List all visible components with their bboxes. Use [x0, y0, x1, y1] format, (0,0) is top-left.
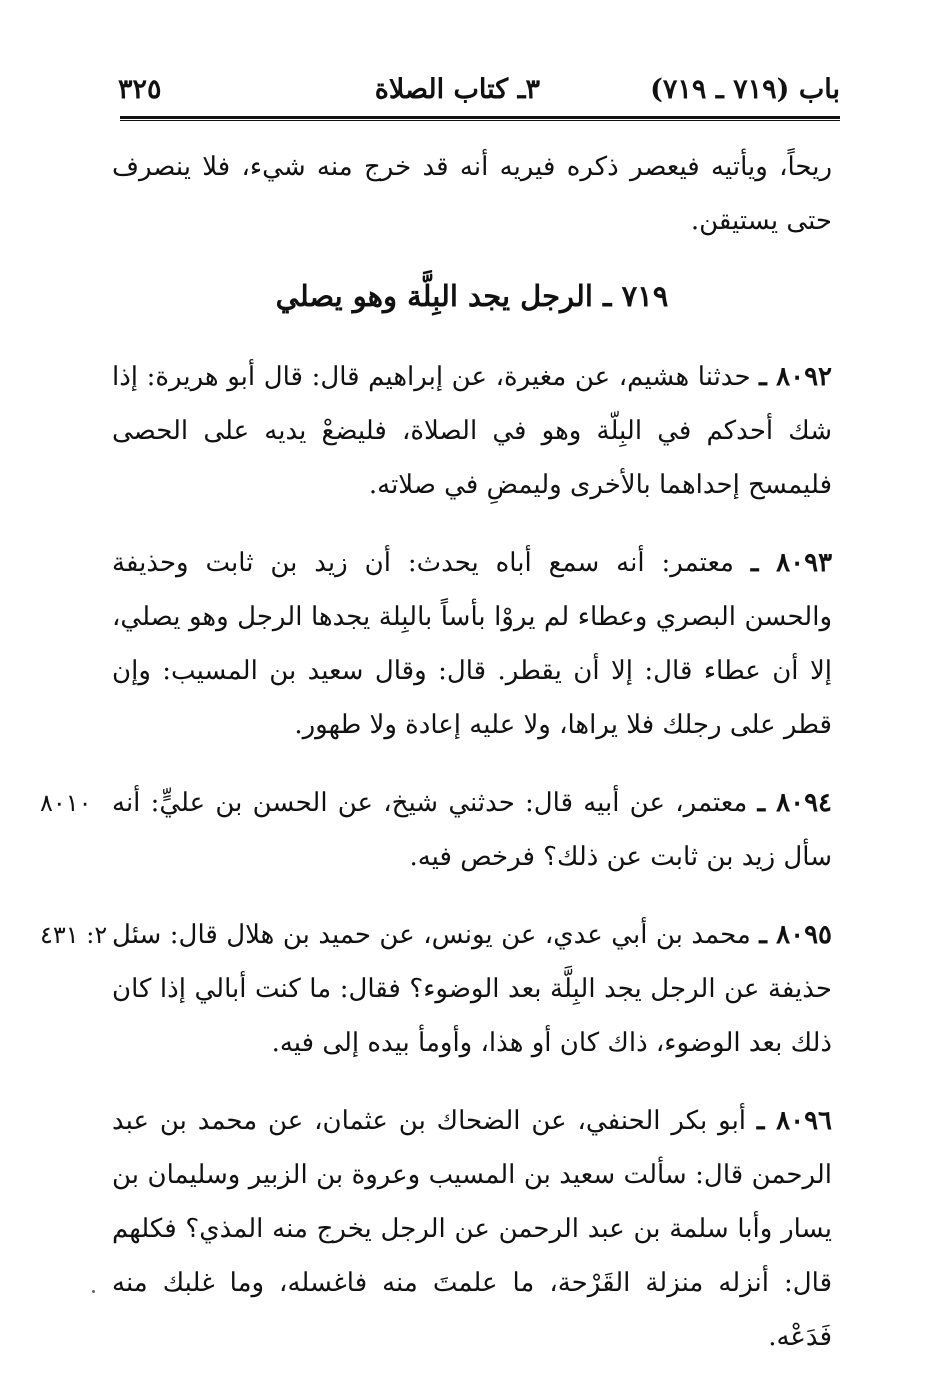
hadith-entry: [40, 908, 833, 1070]
hadith-entry: [112, 1094, 832, 1364]
hadith-number: ٨٠٩٣ ـ: [750, 548, 833, 578]
hadith-number: ٨٠٩٥ ـ: [759, 920, 833, 950]
page-body: [40, 140, 833, 1388]
page-number: ٣٢٥: [118, 74, 162, 105]
intro-paragraph: ريحاً، ويأتيه فيعصر ذكره فيريه أنه قد خرج منه شيء، فلا ينصرف حتى يستيقن.: [112, 152, 832, 236]
hadith-entry: [40, 776, 832, 884]
hadith-number: ٨٠٩٦ ـ: [756, 1106, 833, 1136]
hadith-text: [112, 536, 832, 752]
hadith-text: [112, 1094, 832, 1364]
hadith-entry: [112, 350, 832, 512]
hadith-body: معتمر: أنه سمع أباه يحدث: أن زيد بن ثابت وحذيفة والحسن البصري وعطاء لم يروْا بأساً بالبِلة يجدها الرجل وهو يصلي، إلا أن عطاء قال: إلا أن يقطر. قال: وقال سعيد بن المسيب: وإن قطر على رجلك فلا يراها، ولا عليه إعادة ولا طهور.: [112, 548, 832, 740]
hadith-entry: [112, 536, 832, 752]
hadith-body: محمد بن أبي عدي، عن يونس، عن حميد بن هلال قال: سئل حذيفة عن الرجل يجد البِلَّة بعد الوضوء؟ فقال: ما كنت أبالي إذا كان ذلك بعد الوضوء، ذاك كان أو هذا، وأومأ بيده إلى فيه.: [112, 920, 832, 1058]
hadith-body: معتمر، عن أبيه قال: حدثني شيخ، عن الحسن بن عليٍّ: أنه سأل زيد بن ثابت عن ذلك؟ فرخص فيه.: [112, 788, 832, 872]
hadith-number: ٨٠٩٢ ـ: [759, 362, 833, 392]
margin-reference: ٨٠١٠: [40, 789, 92, 817]
header-book-title: ٣ـ كتاب الصلاة: [374, 74, 540, 105]
hadith-number: ٨٠٩٤ ـ: [757, 788, 832, 818]
margin-reference: ٢: ٤٣١: [40, 921, 108, 949]
section-title: ٧١٩ ـ الرجل يجد البِلَّة وهو يصلي: [275, 279, 669, 313]
hadith-text: [112, 350, 832, 512]
hadith-text: [112, 908, 832, 1070]
scan-speck: [92, 1290, 95, 1293]
header-rule: [120, 116, 840, 121]
header-chapter: باب (٧١٩ ـ ٧١٩): [650, 74, 840, 105]
hadith-text: [112, 776, 832, 884]
hadith-body: أبو بكر الحنفي، عن الضحاك بن عثمان، عن محمد بن عبد الرحمن قال: سألت سعيد بن المسيب وعروة بن الزبير وسليمان بن يسار وأبا سلمة بن عبد الرحمن عن الرجل يخرج منه المذي؟ فكلهم قال: أنزله منزلة القَرْحة، ما علمتَ منه فاغسله، وما غلبك منه فَدَعْه.: [112, 1106, 832, 1352]
running-header: [118, 70, 840, 114]
hadith-body: حدثنا هشيم، عن مغيرة، عن إبراهيم قال: قال أبو هريرة: إذا شك أحدكم في البِلّة وهو في الصلاة، فليضعْ يديه على الحصى فليمسح إحداهما بالأخرى وليمضِ في صلاته.: [112, 362, 832, 500]
